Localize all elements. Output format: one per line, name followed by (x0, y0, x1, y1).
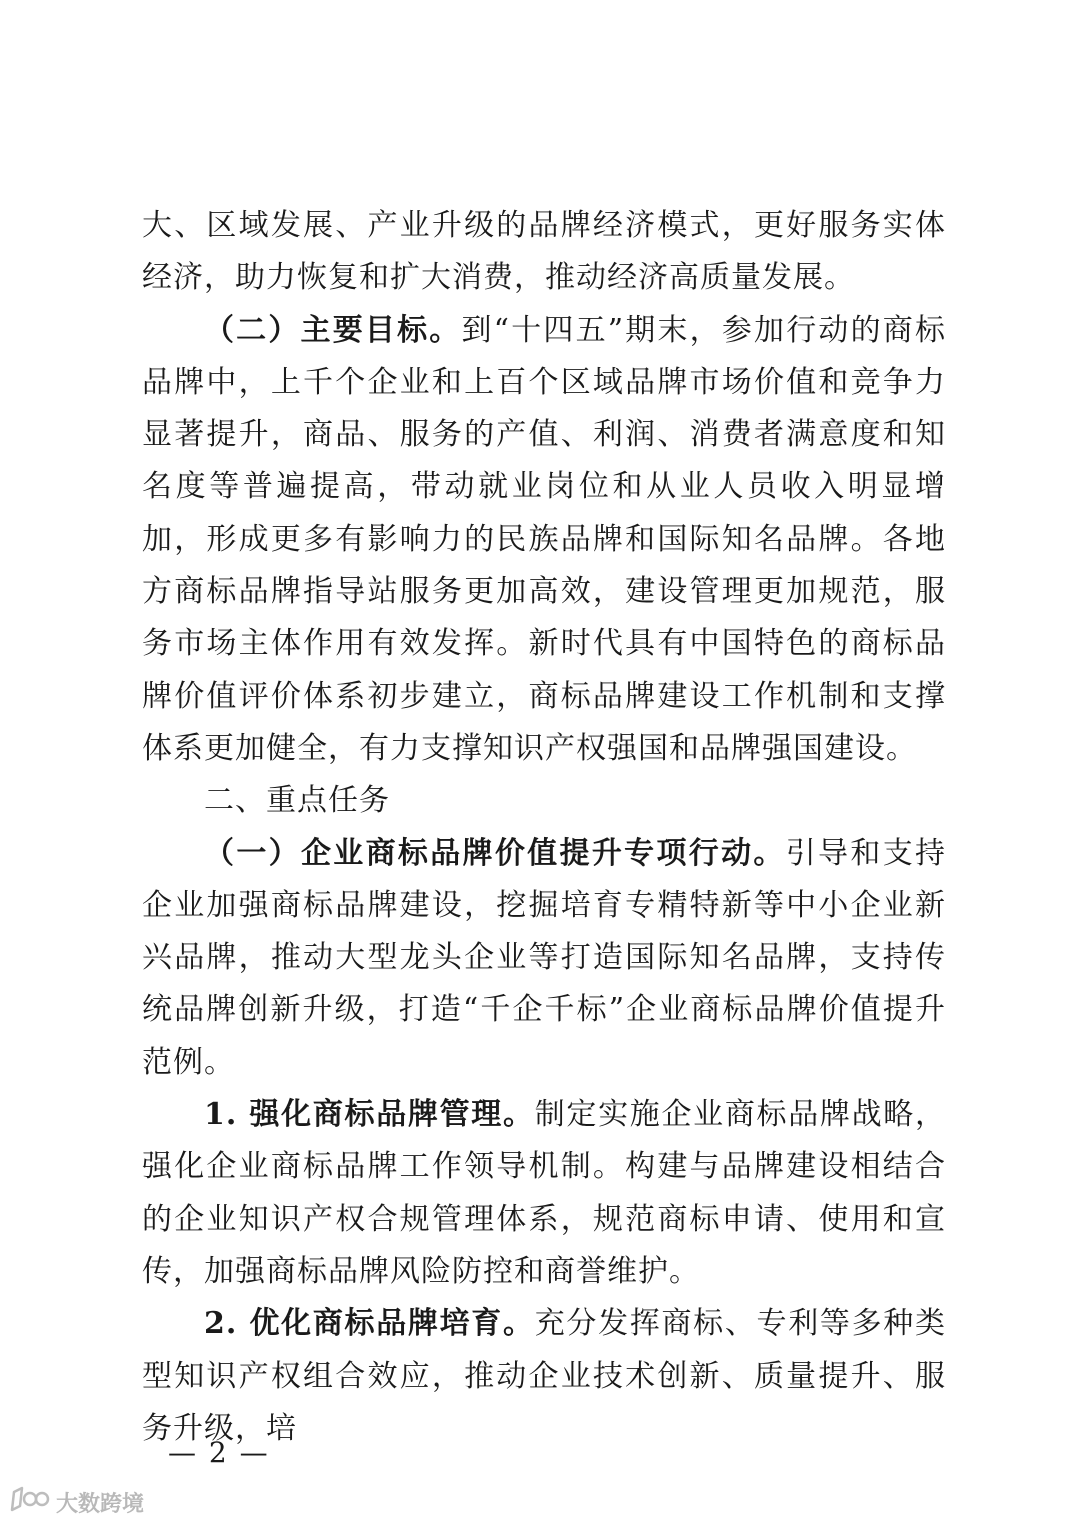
paragraph-text: 充分发挥商标、专利等多种类型知识产权组合效应，推动企业技术创新、质量提升、服务升级，培 (142, 1306, 946, 1446)
paragraph-brand-management (142, 1089, 946, 1298)
paragraph-enterprise-action (142, 828, 946, 1089)
paragraph-text: 大、区域发展、产业升级的品牌经济模式，更好服务实体经济，助力恢复和扩大消费，推动经济高质量发展。 (142, 208, 946, 296)
paragraph-lead-bold: （一）企业商标品牌价值提升专项行动。 (204, 835, 786, 871)
brand-logo-icon (8, 1484, 52, 1520)
paragraph-text: 引导和支持企业加强商标品牌建设，挖掘培育专精特新等中小企业新兴品牌，推动大型龙头企业等打造国际知名品牌，支持传统品牌创新升级，打造“千企千标”企业商标品牌价值提升范例。 (142, 835, 947, 1080)
paragraph-lead-bold: （二）主要目标。 (204, 312, 462, 348)
document-body (142, 200, 946, 1455)
paragraph-brand-cultivation (142, 1298, 946, 1455)
watermark-text: 大数跨境 (56, 1491, 145, 1517)
paragraph-intro-continuation (142, 200, 946, 305)
paragraph-lead-bold: 2. 优化商标品牌培育。 (204, 1306, 535, 1342)
paragraph-text: 到“十四五”期末，参加行动的商标品牌中，上千个企业和上百个区域品牌市场价值和竞争力显著提升，商品、服务的产值、利润、消费者满意度和知名度等普遍提高，带动就业岗位和从业人员收入明显增加，形成更多有影响力的民族品牌和国际知名品牌。各地方商标品牌指导站服务更加高效，建设管理更加规范，服务市场主体作用有效发挥。新时代具有中国特色的商标品牌价值评价体系初步建立，商标品牌建设工作机制和支撑体系更加健全，有力支撑知识产权强国和品牌强国建设。 (142, 312, 946, 766)
paragraph-main-goals (142, 305, 946, 776)
paragraph-lead-bold: 1. 强化商标品牌管理。 (204, 1097, 535, 1133)
paragraph-text: 制定实施企业商标品牌战略，强化企业商标品牌工作领导机制。构建与品牌建设相结合的企业知识产权合规管理体系，规范商标申请、使用和宣传，加强商标品牌风险防控和商誉维护。 (142, 1097, 946, 1289)
watermark (8, 1484, 144, 1520)
page-number: — 2 — (168, 1436, 270, 1469)
section-heading-key-tasks: 二、重点任务 (204, 783, 390, 819)
